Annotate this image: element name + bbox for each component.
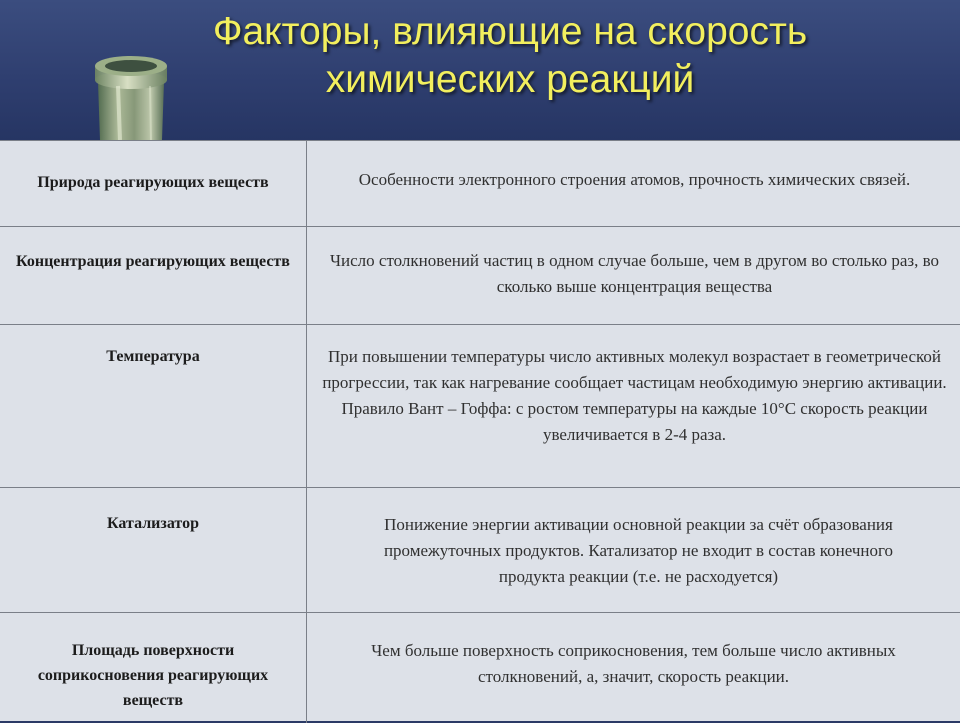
- factor-cell: Концентрация реагирующих веществ: [0, 227, 307, 324]
- description-cell: Число столкновений частиц в одном случае больше, чем в другом во столько раз, во сколько выше концентрация вещества: [329, 251, 940, 296]
- table-row: [0, 141, 960, 227]
- title-line-1: Факторы, влияющие на скорость: [212, 10, 808, 53]
- description-cell: Чем больше поверхность соприкосновения, тем больше число активных столкновений, а, значит, скорость реакции.: [371, 641, 896, 686]
- description-cell: Понижение энергии активации основной реакции за счёт образования промежуточных продуктов. Катализатор не входит в состав конечного продукта реакции (т.е. не расходуется): [383, 515, 894, 586]
- table-row: [0, 227, 960, 325]
- title-line-2: химических реакций: [325, 58, 695, 101]
- description-cell: Особенности электронного строения атомов, прочность химических связей.: [358, 170, 911, 189]
- slide-header: [0, 0, 960, 140]
- factors-table: [0, 140, 960, 721]
- factor-cell: Температура: [0, 325, 307, 487]
- factor-cell: Катализатор: [0, 488, 307, 612]
- table-row: [0, 613, 960, 723]
- page-title: [150, 8, 870, 104]
- factor-cell: Площадь поверхности соприкосновения реагирующих веществ: [0, 613, 307, 723]
- table-row: [0, 488, 960, 613]
- table-row: [0, 325, 960, 488]
- description-cell: При повышении температуры число активных молекул возрастает в геометрической прогрессии, так как нагревание сообщает частицам необходимую энергию активации. Правило Вант – Гоффа: с ростом температуры на каждые 10°С скорость реакции увеличивается в 2-4 раза.: [322, 347, 947, 444]
- factor-cell: Природа реагирующих веществ: [0, 141, 307, 226]
